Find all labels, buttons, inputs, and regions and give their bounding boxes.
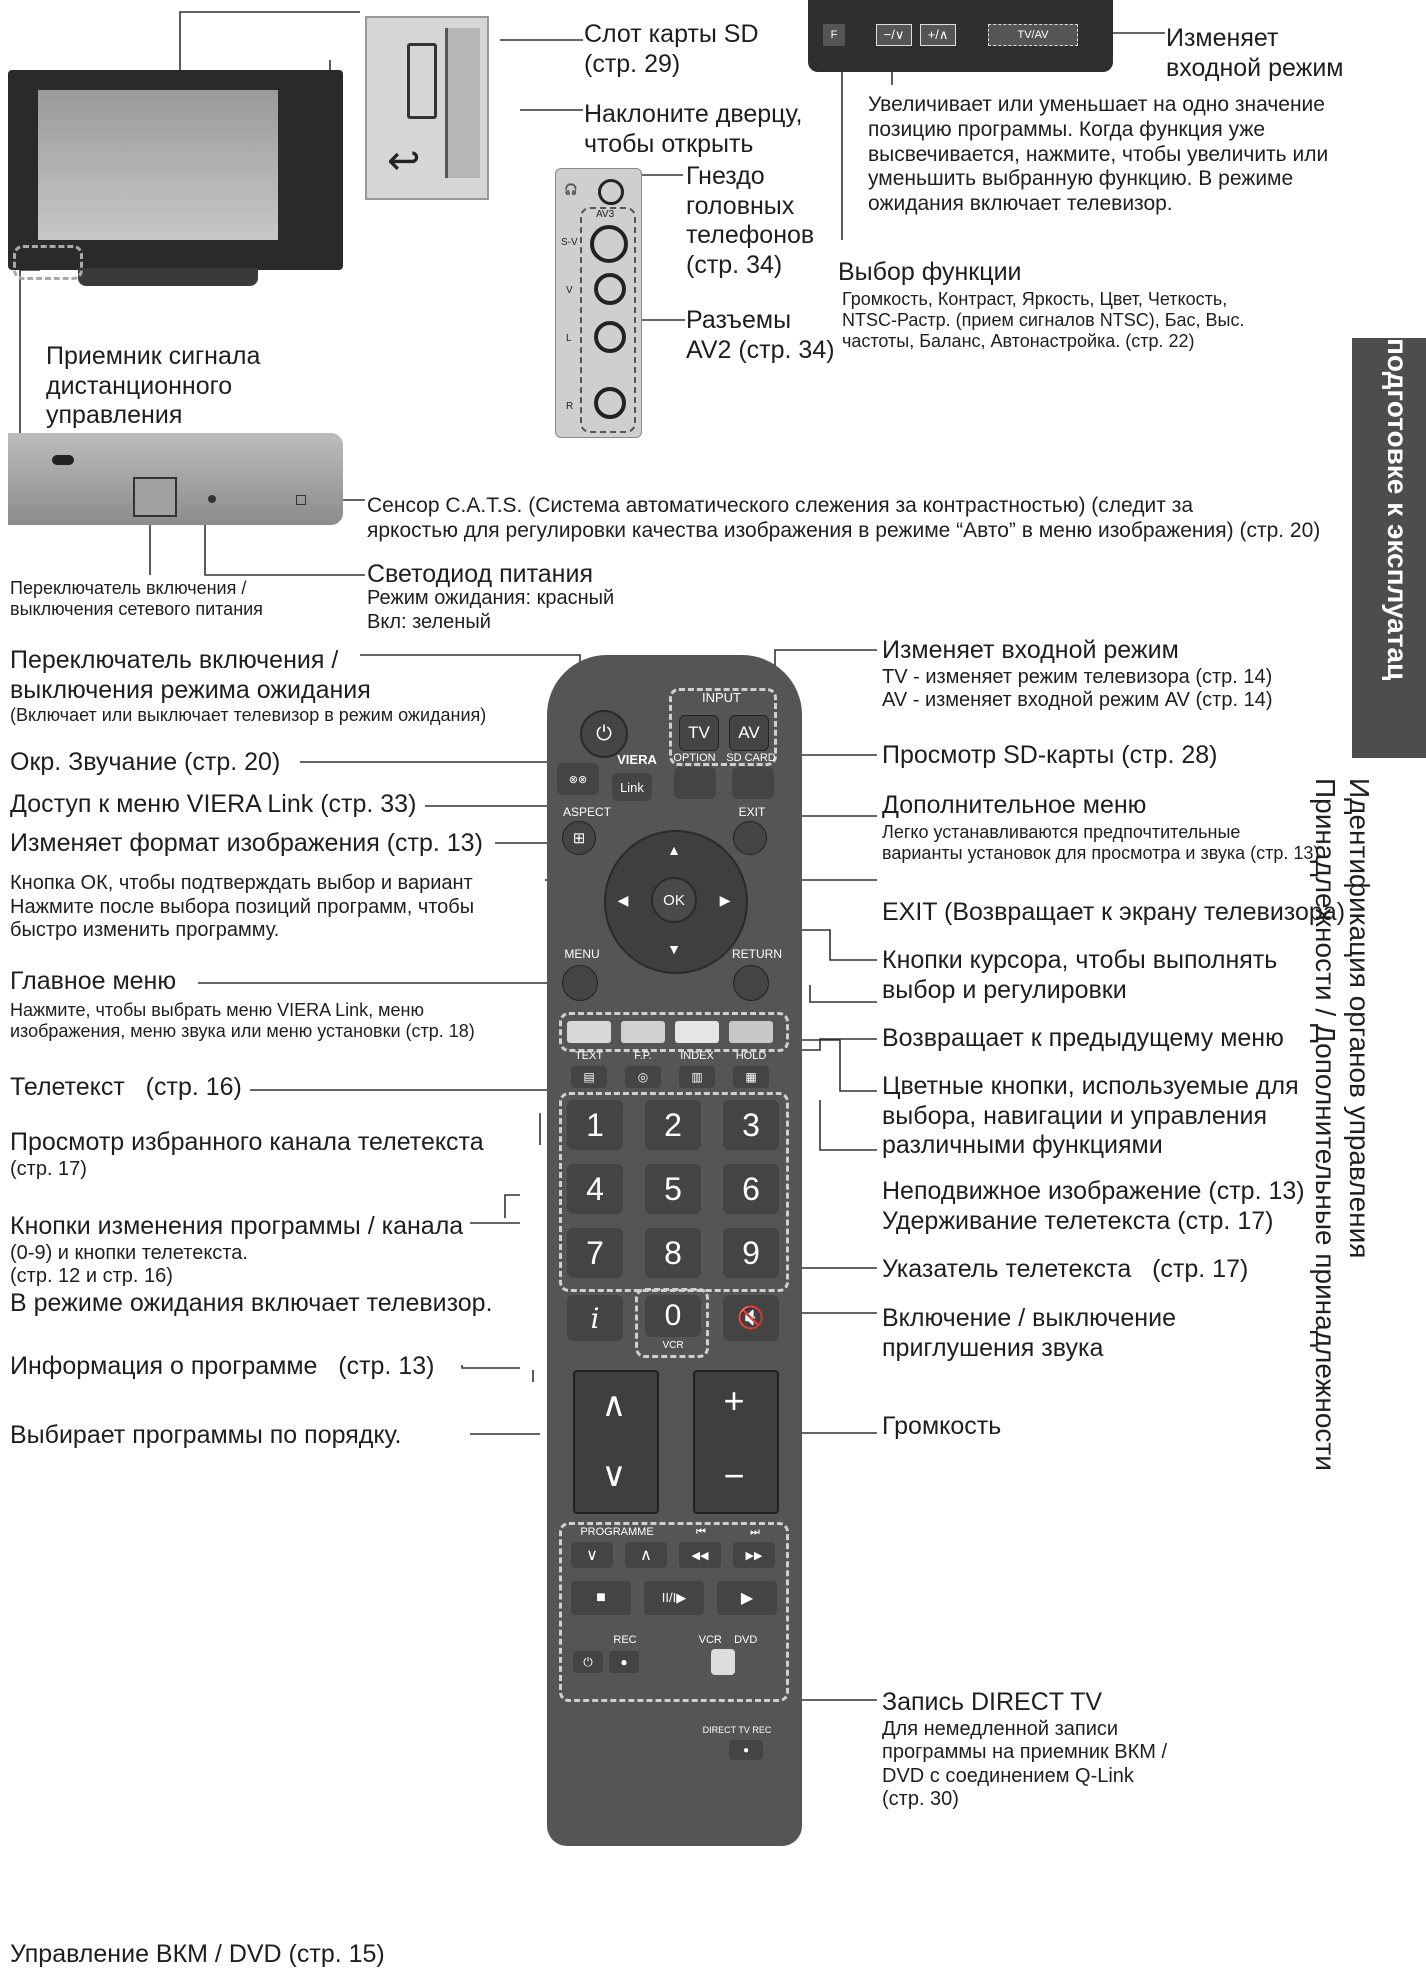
exit-button[interactable]	[733, 821, 767, 855]
digit-2-button[interactable]: 2	[645, 1100, 701, 1150]
sv-label: S-V	[561, 237, 578, 248]
side-av-panel	[555, 168, 642, 438]
viera-link-button[interactable]: Link	[612, 773, 652, 801]
rewind-button[interactable]: ◀◀	[679, 1542, 721, 1568]
viera-logo: VIERA	[617, 751, 657, 767]
tv-illustration	[8, 70, 343, 270]
index-button[interactable]: ▥	[679, 1066, 715, 1088]
yellow-key[interactable]	[675, 1021, 719, 1043]
mains-switch[interactable]	[133, 477, 177, 517]
blue-key[interactable]	[729, 1021, 773, 1043]
sd-card-label: SD CARD	[726, 752, 776, 764]
surround-button[interactable]: ⊗⊗	[557, 763, 599, 795]
option-label: OPTION	[673, 752, 716, 764]
headphone-jack	[598, 179, 624, 205]
digit-5-button[interactable]: 5	[645, 1164, 701, 1214]
tv-button[interactable]: TV	[679, 715, 719, 751]
vcr-dvd-callout: Управление ВКМ / DVD (стр. 15)	[10, 1940, 385, 1968]
programme-down-button[interactable]: ∨	[601, 1456, 627, 1494]
teletext-callout: Телетекст (стр. 16)	[10, 1073, 242, 1101]
ok-callout: Кнопка ОК, чтобы подтверждать выбор и вариант Нажмите после выбора позиций программ, чтобы быстро изменить программу.	[10, 872, 475, 942]
stop-button[interactable]: ■	[571, 1581, 631, 1615]
option-button[interactable]	[674, 767, 716, 799]
play-button[interactable]: ▶	[717, 1581, 777, 1615]
up-button[interactable]: +/∧	[920, 24, 956, 46]
av3-label: AV3	[596, 209, 615, 220]
receiver-window	[52, 455, 74, 465]
fav-teletext-callout: Просмотр избранного канала телетекста (стр. 17)	[10, 1128, 484, 1180]
video-jack	[594, 273, 626, 305]
av-button[interactable]: AV	[729, 715, 769, 751]
ok-button[interactable]: OK	[651, 877, 697, 923]
cursor-right-button[interactable]: ▶	[719, 891, 731, 908]
programme-label: PROGRAMME	[580, 1526, 654, 1538]
power-led-desc: Режим ожидания: красный Вкл: зеленый	[367, 587, 615, 633]
direct-rec-label: DIRECT TV REC	[702, 1725, 772, 1735]
menu-label: MENU	[564, 947, 600, 961]
headphone-icon: 🎧	[564, 184, 578, 196]
tv-receiver-highlight	[13, 245, 83, 280]
audio-r-jack	[594, 387, 626, 419]
sd-slot-shape	[407, 43, 437, 119]
text-label: TEXT	[574, 1050, 604, 1062]
tv-front-strip	[8, 433, 343, 525]
green-key[interactable]	[621, 1021, 665, 1043]
option-desc: Легко устанавливаются предпочтительные варианты установок для просмотра и звука (стр. 13)	[882, 822, 1320, 864]
sd-door-illustration	[365, 16, 489, 200]
cats-callout: Сенсор C.A.T.S. (Система автоматического слежения за контрастностью) (следит за яркостью для регулировки качества изображения в режиме “Авто” в меню изображения) (стр. 20)	[367, 494, 1321, 542]
index-label: INDEX	[680, 1050, 714, 1062]
digit-4-button[interactable]: 4	[567, 1164, 623, 1214]
cursor-down-button[interactable]: ▼	[667, 941, 681, 957]
input-mode-top-callout: Изменяет входной режим	[1166, 24, 1344, 82]
rec-button[interactable]: ●	[609, 1651, 639, 1673]
sd-card-button[interactable]	[732, 767, 774, 799]
tv-stand	[78, 268, 258, 286]
vcr-dvd-label: VCR DVD	[698, 1634, 758, 1646]
vcr-prog-down-button[interactable]: ∨	[571, 1542, 613, 1568]
tv-control-strip	[808, 0, 1113, 72]
remote-receiver-callout: Приемник сигнала дистанционного управления	[46, 342, 261, 429]
func-select-title: Выбор функции	[838, 258, 1022, 286]
main-menu-title: Главное меню	[10, 967, 177, 995]
direct-rec-callout: Запись DIRECT TV Для немедленной записи программы на приемник ВКМ / DVD с соединением Q-Link (стр. 30)	[882, 1688, 1168, 1811]
volume-up-button[interactable]: +	[723, 1380, 745, 1421]
main-menu-desc: Нажмите, чтобы выбрать меню VIERA Link, меню изображения, меню звука или меню установки (стр. 18)	[10, 1000, 475, 1042]
down-button[interactable]: −/∨	[876, 24, 912, 46]
power-led	[208, 495, 216, 503]
vcr-label: VCR	[662, 1339, 684, 1351]
color-buttons-callout: Цветные кнопки, используемые для выбора, навигации и управления различными функциями	[882, 1072, 1299, 1159]
mute-callout: Включение / выключение приглушения звука	[882, 1304, 1176, 1362]
option-title: Дополнительное меню	[882, 791, 1147, 819]
numeric-callout: Кнопки изменения программы / канала (0-9) и кнопки телетекста. (стр. 12 и стр. 16) В режиме ожидания включает телевизор.	[10, 1212, 493, 1317]
standby-callout: Переключатель включения / выключения режима ожидания (Включает или выключает телевизор в режим ожидания)	[10, 646, 487, 725]
digit-9-button[interactable]: 9	[723, 1228, 779, 1278]
return-button[interactable]	[733, 965, 769, 1001]
svideo-jack	[590, 225, 628, 263]
return-label: RETURN	[732, 947, 782, 961]
direct-rec-button[interactable]: ●	[729, 1740, 763, 1760]
cursor-left-button[interactable]: ◀	[617, 891, 629, 908]
mains-switch-callout: Переключатель включения / выключения сетевого питания	[10, 578, 263, 620]
cursor-up-button[interactable]: ▲	[667, 842, 681, 858]
cats-sensor	[296, 495, 306, 505]
info-button[interactable]: i	[567, 1295, 623, 1341]
prog-seq-callout: Выбирает программы по порядку.	[10, 1421, 402, 1449]
door-callout: Наклоните дверцу, чтобы открыть	[584, 100, 803, 158]
pause-button[interactable]: II/I▶	[644, 1581, 704, 1615]
function-button[interactable]: F	[823, 24, 845, 46]
power-led-title: Светодиод питания	[367, 560, 593, 588]
input-label: INPUT	[702, 690, 741, 705]
skip-forward-label: ⏭	[750, 1525, 760, 1538]
sd-slot-callout: Слот карты SD (стр. 29)	[584, 20, 759, 78]
digit-7-button[interactable]: 7	[567, 1228, 623, 1278]
aspect-button[interactable]: ⊞	[562, 821, 596, 855]
sidebar-line2: Принадлежности / Дополнительные принадлежности	[1310, 778, 1341, 1471]
tvav-button[interactable]: TV/AV	[988, 24, 1078, 46]
sidebar-band-text[interactable]: подготовке к эксплуатац	[1382, 338, 1413, 681]
rec-label: REC	[613, 1634, 637, 1646]
tv-screen	[38, 90, 278, 240]
vcr-power-button[interactable]: ⏻	[573, 1651, 603, 1673]
volume-down-button[interactable]: −	[723, 1455, 745, 1496]
exit-label: EXIT	[738, 805, 766, 819]
hold-button[interactable]: ▦	[733, 1066, 769, 1088]
input-mode-right-callout: Изменяет входной режим TV - изменяет режим телевизора (стр. 14) AV - изменяет входной режим AV (стр. 14)	[882, 636, 1273, 712]
text-button[interactable]: ▤	[571, 1066, 607, 1088]
audio-l-jack	[594, 321, 626, 353]
l-label: L	[566, 333, 572, 344]
func-select-desc: Громкость, Контраст, Яркость, Цвет, Четкость, NTSC-Растр. (прием сигналов NTSC), Бас, Выс. частоты, Баланс, Автонастройка. (стр. 22)	[842, 289, 1245, 352]
index-callout: Указатель телетекста (стр. 17)	[882, 1255, 1249, 1283]
vcr-prog-up-button[interactable]: ∧	[625, 1542, 667, 1568]
aspect-label: ASPECT	[562, 805, 611, 819]
remote-body	[547, 655, 802, 1846]
exit-callout: EXIT (Возвращает к экрану телевизора)	[882, 898, 1346, 926]
digit-8-button[interactable]: 8	[645, 1228, 701, 1278]
hold-callout: Неподвижное изображение (стр. 13) Удерживание телетекста (стр. 17)	[882, 1177, 1305, 1235]
return-callout: Возвращает к предыдущему меню	[882, 1024, 1284, 1052]
door-flap	[445, 28, 480, 178]
sd-view-callout: Просмотр SD-карты (стр. 28)	[882, 741, 1218, 769]
section-sidebar	[1310, 338, 1426, 1846]
digit-1-button[interactable]: 1	[567, 1100, 623, 1150]
cursor-callout: Кнопки курсора, чтобы выполнять выбор и регулировки	[882, 946, 1278, 1004]
viera-link-callout: Доступ к меню VIERA Link (стр. 33)	[10, 790, 417, 818]
aspect-callout: Изменяет формат изображения (стр. 13)	[10, 829, 483, 857]
vcr-dvd-switch[interactable]	[711, 1649, 735, 1675]
skip-back-label: ⏮	[696, 1525, 706, 1538]
programme-up-button[interactable]: ∧	[601, 1386, 627, 1424]
headphones-callout: Гнездо головных телефонов (стр. 34)	[686, 162, 815, 279]
r-label: R	[566, 401, 574, 412]
surround-callout: Окр. Звучание (стр. 20)	[10, 748, 281, 776]
info-callout: Информация о программе (стр. 13)	[10, 1352, 435, 1380]
prog-updown-callout: Увеличивает или уменьшает на одно значение позицию программы. Когда функция уже высвечивается, нажмите, чтобы увеличить или уменьшить выбранную функцию. В режиме ожидания включает телевизор.	[868, 93, 1329, 216]
volume-callout: Громкость	[882, 1412, 1002, 1440]
digit-3-button[interactable]: 3	[723, 1100, 779, 1150]
digit-0-button[interactable]: 0	[645, 1295, 701, 1337]
red-key[interactable]	[567, 1021, 611, 1043]
v-label: V	[566, 285, 573, 296]
menu-button[interactable]	[562, 965, 598, 1001]
hold-label: HOLD	[735, 1050, 767, 1062]
sidebar-line1: Идентификация органов управления	[1344, 778, 1375, 1259]
mute-button[interactable]: 🔇	[723, 1295, 779, 1341]
fast-forward-button[interactable]: ▶▶	[733, 1542, 775, 1568]
standby-power-button[interactable]: ⏻	[580, 710, 628, 758]
door-arrow-icon: ↩	[387, 139, 421, 183]
digit-6-button[interactable]: 6	[723, 1164, 779, 1214]
fp-button[interactable]: ◎	[625, 1066, 661, 1088]
av2-callout: Разъемы AV2 (стр. 34)	[686, 306, 835, 364]
fp-label: F.P.	[634, 1050, 652, 1062]
